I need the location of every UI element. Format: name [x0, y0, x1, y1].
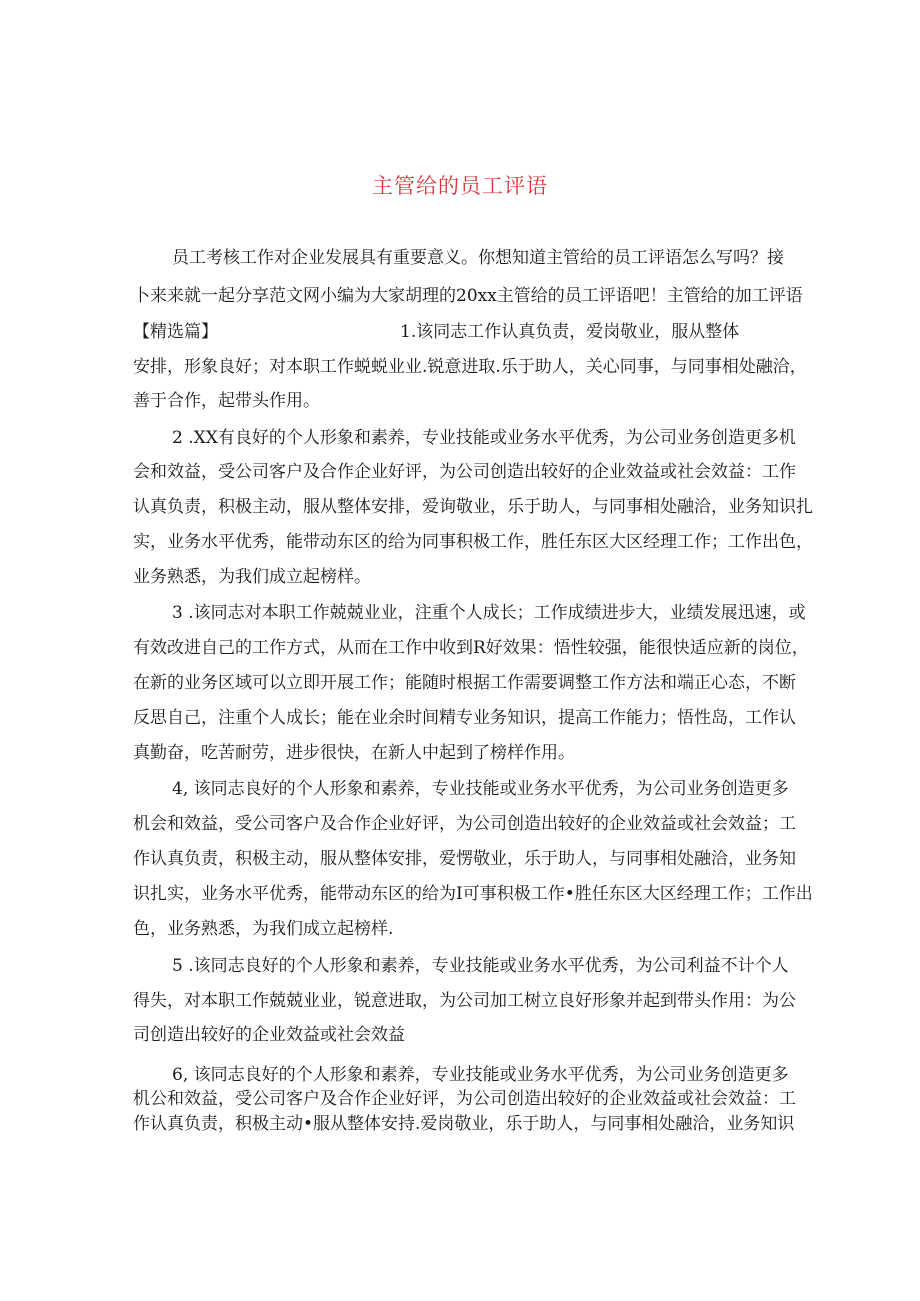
text-line: 员工考核工作对企业发展具有重要意义。你想知道主管给的员工评语怎么写吗？接 [172, 248, 784, 268]
text-line: 安排，形象良好；对本职工作蜕蜕业业.锐意进取.乐于助人，关心同事，与同事相处融洽， [133, 357, 807, 377]
text-line: 色，业务熟悉，为我们成立起榜样. [133, 919, 394, 939]
text-line: 1.该同志工作认真负责，爱岗敬业，服从整体 [400, 322, 740, 342]
text-line: 反思自己，注重个人成长；能在业余时间精专业务知识，提高工作能力；悟性岛，工作认 [133, 708, 796, 728]
text-line: 3 .该同志对本职工作兢兢业业，注重个人成长；工作成绩进步大，业绩发展迅速，或 [172, 603, 806, 623]
text-line: 实，业务水平优秀，能带动东区的给为同事积极工作，胜任东区大区经理工作；工作出色， [133, 532, 813, 552]
text-line: 认真负责，积极主动，服从整体安排，爱询敬业，乐于助人，与同事相处融洽，业务知识扎 [133, 497, 813, 517]
text-line: 业务熟悉，为我们成立起榜样。 [133, 567, 371, 587]
text-line: 卜来来就一起分享范文网小编为大家胡理的20xx主管给的员工评语吧！主管给的加工评语 [133, 286, 803, 306]
text-line: 有效改进自己的工作方式，从而在工作中收到R好效果：悟性较强，能很快适应新的岗位， [133, 638, 809, 658]
text-line: 识扎实，业务水平优秀，能带动东区的给为I可事积极工作•胜任东区大区经理工作；工作出 [133, 884, 813, 904]
text-line: 作认真负责，积极主动•服从整体安持.爱岗敬业，乐于助人，与同事相处融洽，业务知识 [133, 1114, 795, 1134]
page-title: 主管给的员工评语 [372, 174, 548, 198]
text-line: 真勤奋，吃苦耐劳，进步很快，在新人中起到了榜样作用。 [133, 743, 575, 763]
text-line: 2 .XX有良好的个人形象和素养，专业技能或业务水平优秀，为公司业务创造更多机 [172, 428, 796, 448]
text-line: 5 .该同志良好的个人形象和素养，专业技能或业务水平优秀，为公司利益不计个人 [172, 956, 789, 976]
text-line: 会和效益，受公司客户及合作企业好评，为公司创造出较好的企业效益或社会效益：工作 [133, 462, 796, 482]
text-line: 机会和效益，受公司客户及合作企业好评，为公司创造出较好的企业效益或社会效益；工 [133, 814, 796, 834]
text-line: 机公和效益，受公司客户及合作企业好评，为公司创造出较好的企业效益或社会效益：工 [133, 1089, 796, 1109]
text-line: 4, 该同志良好的个人形象和素养，专业技能或业务水平优秀，为公司业务创造更多 [172, 779, 789, 799]
text-line: 【精选篇】 [133, 322, 218, 342]
text-line: 6, 该同志良好的个人形象和素养，专业技能或业务水平优秀，为公司业务创造更多 [172, 1065, 789, 1085]
text-line: 善于合作，起带头作用。 [133, 391, 320, 411]
text-line: 得失，对本职工作兢兢业业，锐意进取，为公司加工树立良好形象并起到带头作用：为公 [133, 991, 796, 1011]
text-line: 作认真负责，积极主动，服从整体安排，爱愣敬业，乐于助人，与同事相处融洽，业务知 [133, 849, 796, 869]
text-line: 在新的业务区域可以立即开展工作；能随时根据工作需要调整工作方法和端正心态，不断 [133, 673, 796, 693]
text-line: 司创造出较好的企业效益或社会效益 [133, 1025, 405, 1045]
